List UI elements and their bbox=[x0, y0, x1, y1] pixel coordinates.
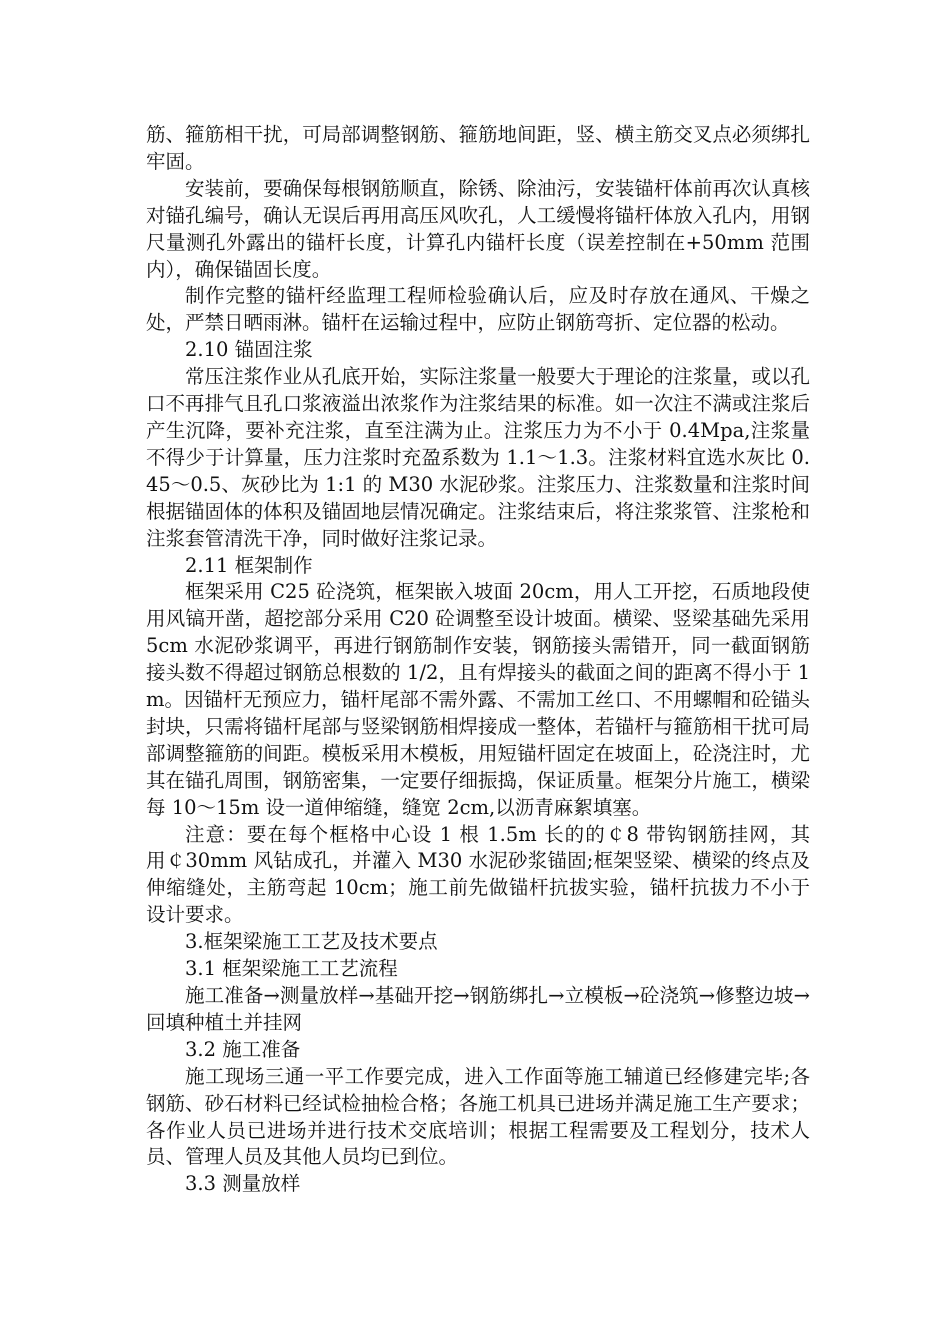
paragraph-process-flow: 施工准备→测量放样→基础开挖→钢筋绑扎→立模板→砼浇筑→修整边坡→回填种植土并挂网 bbox=[146, 984, 810, 1034]
paragraph-preparation: 施工现场三通一平工作要完成，进入工作面等施工辅道已经修建完毕;各钢筋、砂石材料已经试检抽检合格；各施工机具已进场并满足施工生产要求；各作业人员已进场并进行技术交底培训；根据工程需要及工程划分，技术人员、管理人员及其他人员均已到位。 bbox=[146, 1064, 810, 1169]
paragraph-anchor-installation: 安装前，要确保每根钢筋顺直，除锈、除油污，安装锚杆体前再次认真核对锚孔编号，确认无误后再用高压风吹孔，人工缓慢将锚杆体放入孔内，用钢尺量测孔外露出的锚杆长度，计算孔内锚杆长度（误差控制在+50mm 范围内），确保锚固长度。 bbox=[146, 176, 810, 281]
section-heading-3-3: 3.3 测量放样 bbox=[185, 1172, 301, 1196]
section-heading-2-10: 2.10 锚固注浆 bbox=[185, 338, 313, 362]
section-heading-2-11: 2.11 框架制作 bbox=[185, 553, 313, 577]
section-heading-3: 3.框架梁施工工艺及技术要点 bbox=[185, 930, 438, 954]
paragraph-grouting: 常压注浆作业从孔底开始，实际注浆量一般要大于理论的注浆量，或以孔口不再排气且孔口浆液溢出浓浆作为注浆结果的标准。如一次注不满或注浆后产生沉降，要补充注浆，直至注满为止。注浆压力为不小于 0.4Mpa,注浆量不得少于计算量，压力注浆时充盈系数为 1.1～1.3。注浆材料宜选水灰比 0.45～0.5、灰砂比为 1:1 的 M30 水泥砂浆。注浆压力、注浆数量和注浆时间根据锚固体的体积及锚固地层情况确定。注浆结束后，将注浆浆管、注浆枪和注浆套管清洗干净，同时做好注浆记录。 bbox=[146, 365, 810, 550]
section-heading-3-2: 3.2 施工准备 bbox=[185, 1037, 301, 1061]
document-page bbox=[146, 122, 810, 1198]
section-heading-3-1: 3.1 框架梁施工工艺流程 bbox=[185, 957, 398, 981]
paragraph-anchor-storage: 制作完整的锚杆经监理工程师检验确认后，应及时存放在通风、干燥之处，严禁日晒雨淋。锚杆在运输过程中，应防止钢筋弯折、定位器的松动。 bbox=[146, 284, 810, 335]
paragraph-frame-making: 框架采用 C25 砼浇筑，框架嵌入坡面 20cm，用人工开挖，石质地段使用风镐开凿，超挖部分采用 C20 砼调整至设计坡面。横梁、竖梁基础先采用 5cm 水泥砂浆调平，再进行钢筋制作安装，钢筋接头需错开，同一截面钢筋接头数不得超过钢筋总根数的 1/2，且有焊接头的截面之间的距离不得小于 1m。因锚杆无预应力，锚杆尾部不需外露、不需加工丝口、不用螺帽和砼锚头封块，只需将锚杆尾部与竖梁钢筋相焊接成一整体，若锚杆与箍筋相干扰可局部调整箍筋的间距。模板采用木模板，用短锚杆固定在坡面上，砼浇注时，尤其在锚孔周围，钢筋密集，一定要仔细振捣，保证质量。框架分片施工，横梁每 10～15m 设一道伸缩缝，缝宽 2cm,以沥青麻絮填塞。 bbox=[146, 580, 810, 819]
paragraph-notice: 注意：要在每个框格中心设 1 根 1.5m 长的的￠8 带钩钢筋挂网，其用￠30mm 风钻成孔，并灌入 M30 水泥砂浆锚固;框架竖梁、横梁的终点及伸缩缝处，主筋弯起 10cm；施工前先做锚杆抗拔实验，锚杆抗拔力不小于设计要求。 bbox=[146, 822, 810, 927]
paragraph-continuation: 筋、箍筋相干扰，可局部调整钢筋、箍筋地间距，竖、横主筋交叉点必须绑扎牢固。 bbox=[146, 123, 810, 173]
